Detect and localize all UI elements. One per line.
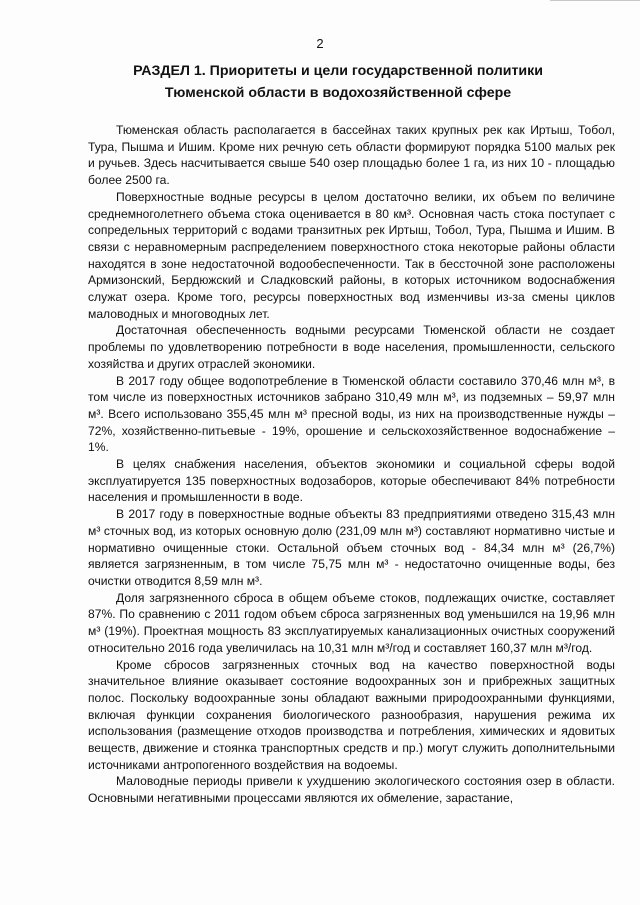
scan-edge-mark [550, 0, 640, 4]
section-heading-line-2: Тюменской области в водохозяйственной сфере [164, 85, 512, 101]
paragraph-water-intakes: В целях снабжения населения, объектов экономики и социальной сферы водой эксплуатируется 135 поверхностных водозаборов, которые обеспечивают 84% потребности населения и промышленности в воде. [88, 457, 615, 505]
paragraph-rivers: Тюменская область располагается в бассейнах таких крупных рек как Иртыш, Тобол, Тура, Пышма и Ишим. Кроме них речную сеть области формируют порядка 5100 малых рек и ручьев. Здесь насчитывается свыше 540 озер площадью более 1 га, из них 10 - площадью более 2500 га. [88, 123, 615, 188]
paragraph-consumption-2017: В 2017 году общее водопотребление в Тюменской области составило 370,46 млн м³, в том числе из поверхностных источников забрано 310,49 млн м³, из подземных – 59,97 млн м³. Всего использовано 355,45 млн м³ пресной воды, из них на производственные нужды – 72%, хозяйственно-питьевые - 19%, орошение и сельскохозяйственное водоснабжение – 1%. [88, 373, 615, 455]
paragraph-surface-water: Поверхностные водные ресурсы в целом достаточно велики, их объем по величине среднемноголетнего объема стока оценивается в 80 км³. Основная часть стока поступает с сопредельных территорий с водами транзитных рек Иртыш, Тобол, Тура, Пышма и Ишим. В связи с неравномерным распределением поверхностного стока некоторые районы области находятся в зоне недостаточной водообеспеченности. Так в бессточной зоне расположены Армизонский, Бердюжский и Сладковский районы, в которых источником водоснабжения служат озера. Кроме того, ресурсы поверхностных вод изменчивы из-за смены циклов маловодных и многоводных лет. [88, 189, 615, 321]
section-heading [88, 60, 588, 104]
paragraph-wastewater-2017: В 2017 году в поверхностные водные объекты 83 предприятиями отведено 315,43 млн м³ сточных вод, из которых основную долю (231,09 млн м³) составляют нормативно чистые и нормативно очищенные стоки. Остальной объем сточных вод - 84,34 млн м³ (26,7%) является загрязненным, в том числе 75,75 млн м³ - недостаточно очищенные воды, без очистки отводится 8,59 млн м³. [88, 507, 615, 588]
page-number: 2 [316, 36, 324, 51]
paragraph-polluted-discharge: Доля загрязненного сброса в общем объеме стоков, подлежащих очистке, составляет 87%. По сравнению с 2011 годом объем сброса загрязненных вод уменьшился на 19,96 млн м³ (19%). Проектная мощность 83 эксплуатируемых канализационных очистных сооружений относительно 2016 года увеличилась на 10,31 млн м³/год и составляет 160,37 млн м³/год. [88, 590, 615, 655]
section-heading-line-1: РАЗДЕЛ 1. Приоритеты и цели государственной политики [133, 63, 543, 79]
paragraph-lakes: Маловодные периоды привели к ухудшению экологического состояния озер в области. Основными негативными процессами являются их обмеление, зарастание, [88, 774, 615, 806]
paragraph-sufficiency: Достаточная обеспеченность водными ресурсами Тюменской области не создает проблемы по удовлетворению потребности в воде населения, промышленности, сельского хозяйства и других отраслей экономики. [88, 323, 615, 371]
paragraph-protection-zones: Кроме сбросов загрязненных сточных вод на качество поверхностной воды значительное влияние оказывает состояние водоохранных зон и прибрежных защитных полос. Поскольку водоохранные зоны обладают важными природоохранными функциями, включая функции сохранения биологического разнообразия, нарушения режима их использования (размещение отходов производства и потребления, химических и ядовитых веществ, движение и стоянка транспортных средств и пр.) могут служить дополнительными источниками антропогенного воздействия на водоемы. [88, 657, 615, 772]
document-body [88, 122, 615, 807]
